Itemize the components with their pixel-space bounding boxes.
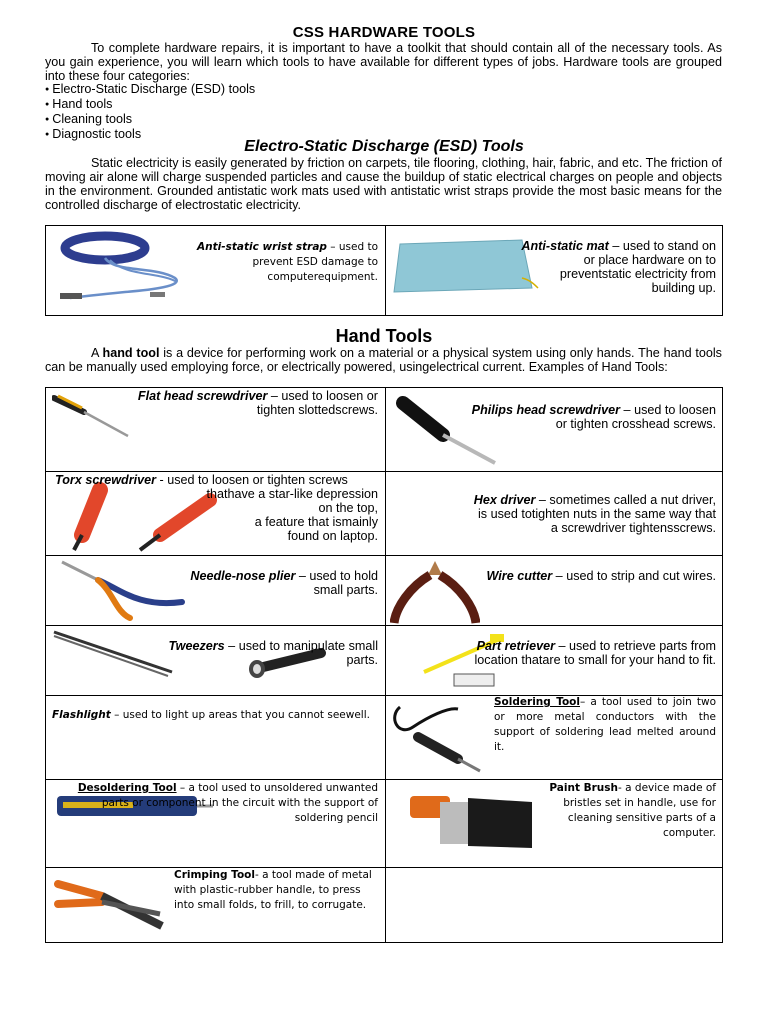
needle-nose-plier-desc: – used to hold small parts. [295,569,378,597]
wrist-strap-name: Anti-static wrist strap [197,241,327,253]
table-divider [385,225,386,316]
part-retriever-caption [470,639,716,667]
hand-tools-paragraph [45,346,722,374]
category-list [45,82,255,142]
flashlight-desc: – used to light up areas that you cannot seewell. [110,709,370,721]
hand-term: hand tool [102,346,160,360]
crimping-tool-name: Crimping Tool [174,869,255,881]
wrist-strap-desc: – used to prevent ESD damage to computerequipment. [252,241,378,283]
flat-screwdriver-caption [105,389,378,417]
tweezers-desc: – used to manipulate small parts. [224,639,378,667]
part-retriever-name: Part retriever [476,639,555,653]
torx-screwdriver-name: Torx screwdriver [55,473,157,487]
hand-tools-heading: Hand Tools [335,326,433,346]
hand-pre: A [91,346,103,360]
esd-heading: Electro-Static Discharge (ESD) Tools [244,138,524,155]
crimping-tool-icon [52,874,172,934]
paint-brush-icon [400,792,540,852]
hex-driver-name: Hex driver [473,493,536,507]
table-divider [45,779,723,780]
wire-cutter-name: Wire cutter [486,569,553,583]
crimping-tool-desc: - a tool made of metal with plastic-rubber handle, to press into small folds, to frill, to corrugate. [174,869,372,911]
wire-cutter-icon [390,557,480,624]
tweezers-caption [160,639,378,667]
needle-nose-plier-icon [58,558,188,623]
philips-screwdriver-name: Philips head screwdriver [471,403,621,417]
soldering-tool-name: Soldering Tool [494,696,580,708]
part-retriever-desc: – used to retrieve parts from location thatare to small for your hand to fit. [474,639,716,667]
philips-screwdriver-caption [470,403,716,431]
paint-brush-name: Paint Brush [549,782,619,794]
soldering-iron-icon [388,697,488,777]
antistatic-mat-desc: – used to stand on or place hardware on to preventstatic electricity from building up. [559,239,716,295]
antistatic-mat-name: Anti-static mat [521,239,609,253]
hand-text: is a device for performing work on a material or a physical system using only hands. The hand tools can be manually used employing force, or electrically powered, usingelectrical current. Examples of Hand Tools: [45,346,722,374]
hex-driver-desc: – sometimes called a nut driver, is used totighten nuts in the same way that a screwdriver tightensscrews. [477,493,716,535]
flashlight-caption [52,708,382,723]
list-item: ● Diagnostic tools [45,127,255,142]
hex-driver-caption [470,493,716,535]
list-item: ● Cleaning tools [45,112,255,127]
paint-brush-desc: - a device made of bristles set in handle, use for cleaning sensitive parts of a computer. [563,782,716,839]
table-divider [45,471,723,472]
wire-cutter-desc: – used to strip and cut wires. [552,569,716,583]
antistatic-mat-caption [520,239,716,295]
torx-desc-line1: - used to loosen or tighten screws [156,473,348,487]
desoldering-tool-caption [60,781,378,826]
soldering-tool-desc: – a tool used to join two or more metal conductors with the support of soldering lead melted around it. [494,696,716,753]
flat-screwdriver-desc: – used to loosen or tighten slottedscrews. [256,389,378,417]
intro-paragraph: To complete hardware repairs, it is important to have a toolkit that should contain all of the necessary tools. As you gain experience, you will learn which tools to have available for different types of jobs. Hardware tools are grouped into these four categories: [45,41,722,83]
needle-nose-plier-name: Needle-nose plier [190,569,296,583]
wire-cutter-caption [470,569,716,583]
wrist-strap-icon [55,228,190,308]
table-divider [45,555,723,556]
list-item: ● Hand tools [45,97,255,112]
needle-nose-plier-caption [180,569,378,597]
table-divider [45,867,723,868]
tweezers-name: Tweezers [168,639,225,653]
list-item: ● Electro-Static Discharge (ESD) tools [45,82,255,97]
philips-screwdriver-desc: – used to loosen or tighten crosshead screws. [555,403,716,431]
desoldering-tool-name: Desoldering Tool [77,782,177,794]
flat-screwdriver-name: Flat head screwdriver [137,389,268,403]
wrist-strap-caption [190,240,378,285]
esd-paragraph: Static electricity is easily generated by friction on carpets, tile flooring, clothing, hair, fabric, and etc. The friction of moving air alone will charge suspended particles and cause the buildup of static electrical charges on people and objects in the environment. Grounded antistatic work mats used with antistatic wrist straps provide the most basic means for the controlled discharge of electrostatic electricity. [45,156,722,212]
table-divider [45,625,723,626]
page-title: CSS HARDWARE TOOLS [292,24,476,41]
paint-brush-caption [546,781,716,841]
crimping-tool-caption [174,868,382,913]
soldering-tool-caption [494,695,716,755]
desoldering-tool-desc: – a tool used to unsoldered unwanted parts or component in the circuit with the support of soldering pencil [101,782,378,824]
torx-screwdriver-caption: Torx screwdriver - used to loosen or tighten screws thathave a star-like depression on the top, a feature that ismainly found on laptop. [55,473,378,543]
flashlight-name: Flashlight [52,709,111,721]
